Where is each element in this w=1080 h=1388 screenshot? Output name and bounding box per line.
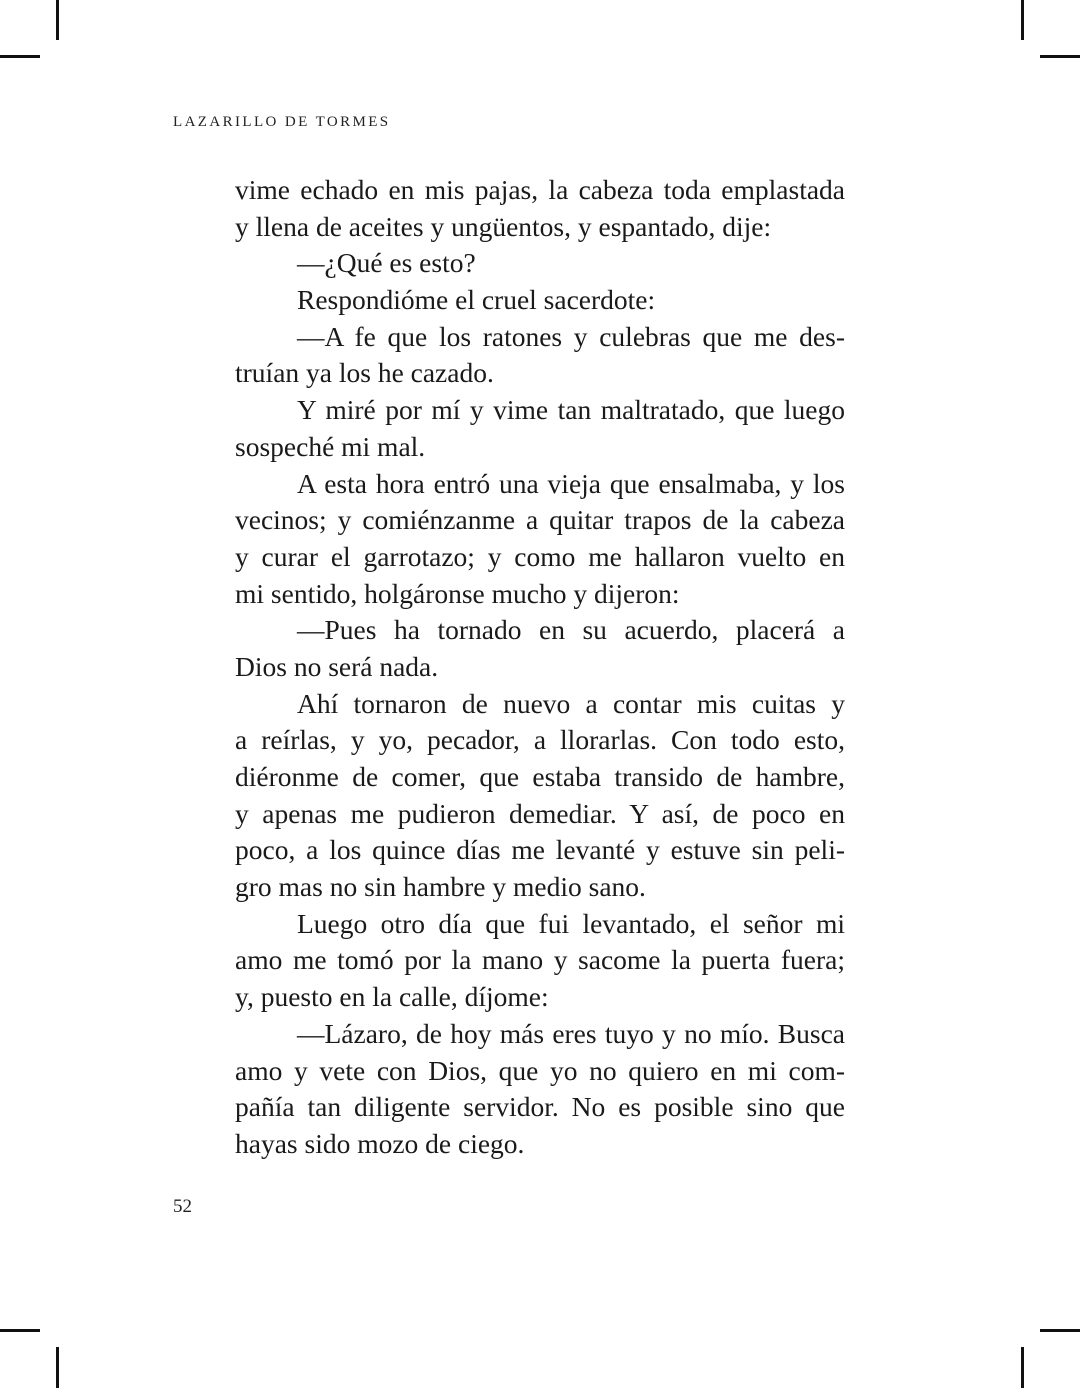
text-line: —A fe que los ratones y culebras que me des-: [297, 320, 845, 352]
text-line: gro mas no sin hambre y medio sano.: [235, 871, 646, 903]
crop-mark-top-left-horizontal: [0, 55, 40, 58]
text-line: Ahí tornaron de nuevo a contar mis cuitas y: [297, 687, 845, 719]
text-line: y apenas me pudieron demediar. Y así, de poco en: [235, 797, 845, 829]
text-line: Y miré por mí y vime tan maltratado, que luego: [297, 394, 845, 426]
text-line: —Lázaro, de hoy más eres tuyo y no mío. Busca: [297, 1017, 845, 1049]
text-line: y curar el garrotazo; y como me hallaron vuelto en: [235, 540, 845, 572]
running-head: LAZARILLO DE TORMES: [173, 114, 391, 130]
crop-mark-top-right-horizontal: [1040, 55, 1080, 58]
body-text: [235, 172, 845, 1163]
text-line: —Pues ha tornado en su acuerdo, placerá a: [297, 614, 845, 646]
text-line: A esta hora entró una vieja que ensalmaba, y los: [297, 467, 845, 499]
text-line: Luego otro día que fui levantado, el señor mi: [297, 907, 845, 939]
text-line: Dios no será nada.: [235, 650, 439, 682]
page-number: 52: [173, 1196, 192, 1217]
text-line: poco, a los quince días me levanté y estuve sin peli-: [235, 834, 845, 866]
text-line: hayas sido mozo de ciego.: [235, 1127, 525, 1159]
text-line: y llena de aceites y ungüentos, y espantado, dije:: [235, 210, 772, 242]
crop-mark-top-right-vertical: [1021, 0, 1024, 40]
text-line: truían ya los he cazado.: [235, 357, 494, 389]
text-line: a reírlas, y yo, pecador, a llorarlas. Con todo esto,: [235, 724, 845, 756]
text-line: amo me tomó por la mano y sacome la puerta fuera;: [235, 944, 845, 976]
text-line: pañía tan diligente servidor. No es posible sino que: [235, 1091, 845, 1123]
text-line: amo y vete con Dios, que yo no quiero en mi com-: [235, 1054, 845, 1086]
text-line: vime echado en mis pajas, la cabeza toda emplastada: [235, 174, 845, 205]
text-line: mi sentido, holgáronse mucho y dijeron:: [235, 577, 680, 609]
text-line: sospeché mi mal.: [235, 430, 426, 462]
crop-mark-bottom-right-horizontal: [1040, 1329, 1080, 1332]
text-line: —¿Qué es esto?: [297, 247, 476, 279]
text-line: Respondióme el cruel sacerdote:: [297, 284, 656, 316]
text-line: vecinos; y comiénzanme a quitar trapos de la cabeza: [235, 504, 845, 536]
crop-mark-bottom-right-vertical: [1021, 1347, 1024, 1388]
text-line: y, puesto en la calle, díjome:: [235, 981, 549, 1013]
crop-mark-bottom-left-vertical: [56, 1347, 59, 1388]
text-line: diéronme de comer, que estaba transido de hambre,: [235, 761, 845, 792]
crop-mark-bottom-left-horizontal: [0, 1329, 40, 1332]
crop-mark-top-left-vertical: [56, 0, 59, 40]
